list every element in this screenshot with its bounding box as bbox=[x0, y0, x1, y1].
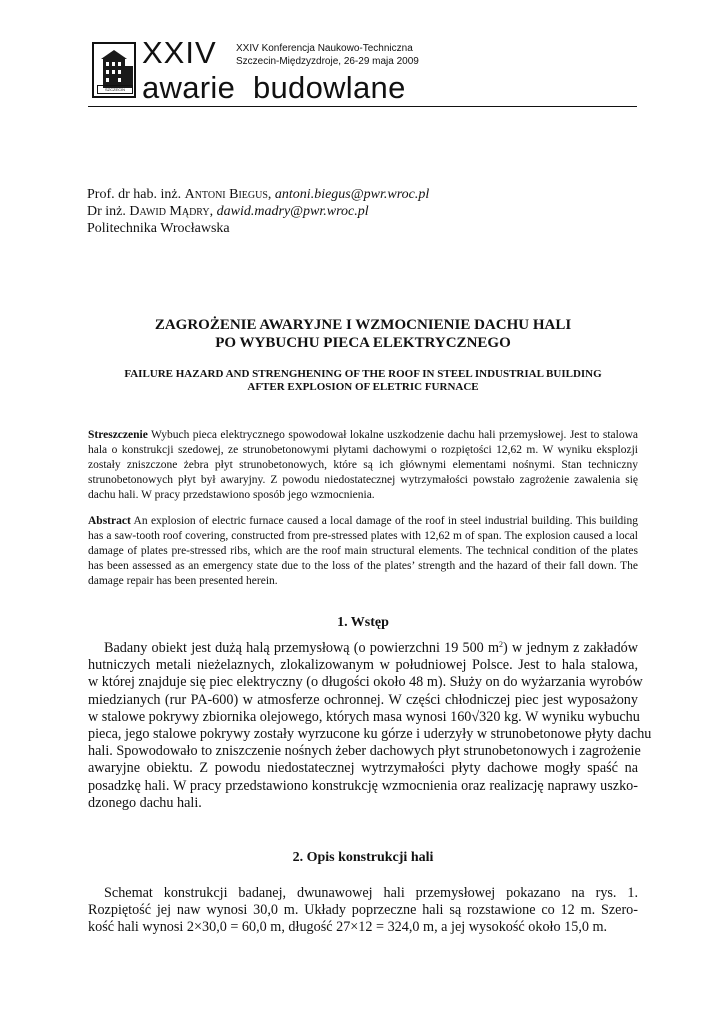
author-degree: Dr inż. bbox=[87, 204, 130, 219]
body-line: hali. Spowodowało to zniszczenie nośnych żeber dachowych płyt strunobetonowych i zagrożenie bbox=[88, 743, 641, 760]
logo-window bbox=[118, 70, 121, 74]
body-line: Rozpiętość jej naw wynosi 30,0 m. Układy poprzeczne hali są rozstawione co 12 m. Szero- bbox=[88, 902, 638, 919]
body-line: Schemat konstrukcji badanej, dwunawowej hali przemysłowej pokazano na rys. 1. bbox=[104, 885, 638, 901]
logo-window bbox=[106, 70, 109, 74]
body-line: hutniczych metali nieżelaznych, zlokalizowanym w południowej Polsce. Jest to hala stalowa, bbox=[88, 657, 638, 674]
title-line: AFTER EXPLOSION OF ELETRIC FURNACE bbox=[247, 381, 479, 393]
body-line: miedzianych (rur PA-600) w atmosferze ochronnej. W części chłodniczej piec jest wyposażony bbox=[88, 691, 638, 708]
logo-window bbox=[118, 62, 121, 66]
abstract-label: Abstract bbox=[88, 515, 131, 527]
body-line: posadzkę hali. W pracy przedstawiono konstrukcję wzmocnienia oraz realizację naprawy uszko- bbox=[88, 777, 638, 794]
body-line: awaryjne obiektu. Z powodu niedostatecznej wytrzymałości płyty dachowe mogły spaść na bbox=[88, 760, 638, 777]
conference-logo bbox=[92, 42, 136, 98]
author-affiliation: Politechnika Wrocławska bbox=[87, 221, 230, 236]
author-name: Antoni Biegus bbox=[184, 187, 268, 202]
author-line bbox=[87, 203, 429, 220]
paper-title-english bbox=[88, 368, 638, 394]
superscript: 2 bbox=[499, 640, 504, 649]
section-heading: 2. Opis konstrukcji hali bbox=[292, 850, 434, 865]
logo-window bbox=[106, 62, 109, 66]
logo-window bbox=[118, 78, 121, 82]
text-run: Badany obiekt jest dużą halą przemysłową (o powierzchni 19 500 m bbox=[104, 640, 500, 656]
author-email: dawid.madry@pwr.wroc.pl bbox=[216, 204, 369, 219]
logo-plate: SZCZECIN bbox=[97, 85, 133, 94]
separator: , bbox=[267, 187, 275, 202]
abstract-english bbox=[88, 514, 638, 589]
separator: , bbox=[209, 204, 217, 219]
logo-window bbox=[112, 62, 115, 66]
body-line: w stalowe pokrywy zbiornika olejowego, których masa wynosi 160√320 kg. W wyniku wybuchu bbox=[88, 708, 640, 725]
abstract-text: Wybuch pieca elektrycznego spowodował lokalne uszkodzenie dachu hali przemysłowej. Jest to stalowa hala o konstrukcji szedowej, ze strunobetonowymi płytami dachowymi o rozpiętości 12,62 m. W wyniku eksplozji zostały zniszczone żebra płyt strunobetonowych, które są ich głównymi elementami nośnymi. Stan techniczny strunobetonowych płyt był awaryjny. Z powodu niedostatecznej wytrzymałości powstało zagrożenie zawalenia się dachu hali. W pracy przedstawiono sposób jego wzmocnienia. bbox=[88, 429, 638, 501]
body-line: dzonego dachu hali. bbox=[88, 794, 202, 811]
body-line: pieca, jego stalowe pokrywy zostały wyrzucone ku górze i uderzyły w strunobetonowe płyty dachu bbox=[88, 725, 652, 742]
section-body bbox=[88, 640, 652, 812]
author-email: antoni.biegus@pwr.wroc.pl bbox=[274, 187, 430, 202]
section-body bbox=[88, 885, 638, 937]
abstract-label: Streszczenie bbox=[88, 429, 148, 441]
body-line: kość hali wynosi 2×30,0 = 60,0 m, długość 27×12 = 324,0 m, a jej wysokość około 15,0 m. bbox=[88, 919, 608, 936]
title-line: ZAGROŻENIE AWARYJNE I WZMOCNIENIE DACHU HALI bbox=[154, 317, 572, 333]
logo-window bbox=[106, 78, 109, 82]
author-block bbox=[87, 186, 429, 237]
paper-title-polish bbox=[88, 316, 638, 352]
abstract-polish bbox=[88, 428, 638, 503]
author-line bbox=[87, 186, 429, 203]
title-line: PO WYBUCHU PIECA ELEKTRYCZNEGO bbox=[215, 335, 511, 351]
conference-place-date: Szczecin-Międzyzdroje, 26-29 maja 2009 bbox=[236, 56, 419, 67]
conference-series-title: awarie budowlane bbox=[142, 70, 406, 105]
conference-edition: XXIV bbox=[142, 35, 217, 70]
title-line: FAILURE HAZARD AND STRENGHENING OF THE ROOF IN STEEL INDUSTRIAL BUILDING bbox=[124, 368, 602, 380]
logo-window bbox=[112, 70, 115, 74]
body-line: w której znajduje się piec elektryczny (o długości około 48 m). Służy on do wyżarzania wyrobów bbox=[88, 674, 643, 691]
conference-name: XXIV Konferencja Naukowo-Techniczna bbox=[236, 43, 413, 54]
author-name: Dawid Mądry bbox=[129, 204, 210, 219]
section-heading: 1. Wstęp bbox=[337, 615, 389, 630]
text-run: ) w jednym z zakładów bbox=[503, 640, 639, 656]
body-line bbox=[88, 640, 638, 657]
abstract-text: An explosion of electric furnace caused a local damage of the roof in steel industrial building. This building has a saw-tooth roof covering, constructed from pre-stressed plates with 12,62 m of span. The explosion caused a local damage of plates pre-stressed ribs, which are the roof main structural elements. The technical condition of the plates has been assessed as an emergency state due to the loss of the plates’ strength and the hazard of their fall down. The damage repair has been presented herein. bbox=[88, 515, 638, 587]
author-degree: Prof. dr hab. inż. bbox=[87, 187, 185, 202]
header-divider bbox=[88, 106, 637, 107]
